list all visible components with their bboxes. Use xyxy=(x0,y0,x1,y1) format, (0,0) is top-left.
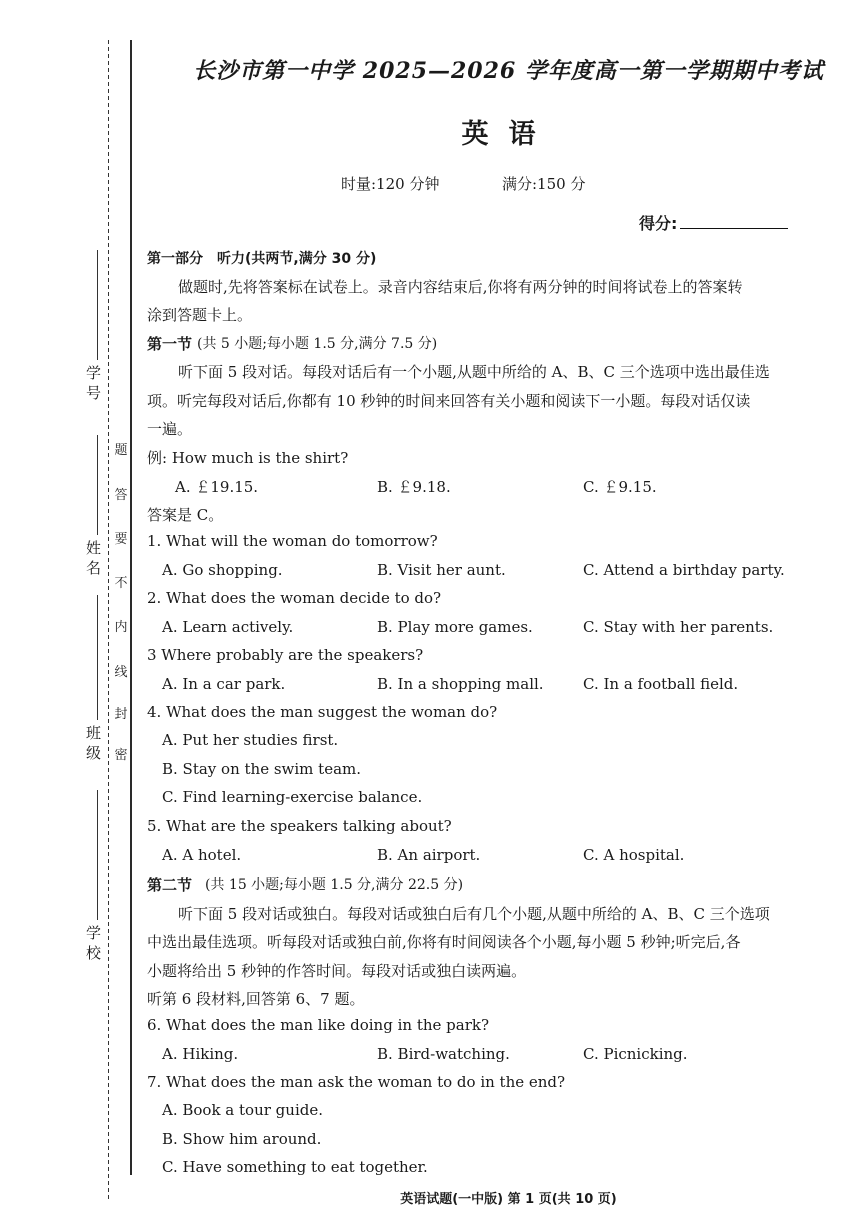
option-4c: C. Find learning-exercise balance. xyxy=(162,788,423,806)
class-label: 班 级 xyxy=(84,725,102,760)
time-limit: 时量:120 分钟 xyxy=(341,175,440,193)
option-5a: A. A hotel. xyxy=(162,846,242,864)
question-6: 6. What does the man like doing in the park? xyxy=(147,1016,489,1034)
section1-instructions: 一遍。 xyxy=(147,420,193,438)
seal-char: 题 xyxy=(114,443,128,458)
seal-char: 封 xyxy=(114,707,128,722)
section2-instructions: 小题将给出 5 秒钟的作答时间。每段对话或独白读两遍。 xyxy=(147,962,527,980)
option-1c: C. Attend a birthday party. xyxy=(583,561,785,579)
section1-heading: 第一节 xyxy=(147,335,193,353)
exam-title: 长沙市第一中学 2025—2026 学年度高一第一学期期中考试 xyxy=(193,58,824,84)
option-2c: C. Stay with her parents. xyxy=(583,618,774,636)
binding-dashed-line xyxy=(108,40,109,1200)
example-option-a: A. ￡19.15. xyxy=(175,478,259,496)
school-fill-line xyxy=(97,790,98,920)
option-4a: A. Put her studies first. xyxy=(162,731,339,749)
option-2b: B. Play more games. xyxy=(377,618,533,636)
option-6c: C. Picnicking. xyxy=(583,1045,688,1063)
section2-note: (共 15 小题;每小题 1.5 分,满分 22.5 分) xyxy=(205,877,464,893)
score-label: 得分: xyxy=(639,214,678,233)
score-fill-line xyxy=(680,228,788,229)
option-2a: A. Learn actively. xyxy=(162,618,294,636)
option-7a: A. Book a tour guide. xyxy=(162,1101,323,1119)
section2-heading: 第二节 xyxy=(147,876,193,894)
section2-instructions: 听下面 5 段对话或独白。每段对话或独白后有几个小题,从题中所给的 A、B、C 三个选项 xyxy=(178,905,770,923)
example-option-b: B. ￡9.18. xyxy=(377,478,451,496)
seal-char: 内 xyxy=(114,620,128,635)
section1-note: (共 5 小题;每小题 1.5 分,满分 7.5 分) xyxy=(197,336,438,352)
option-1a: A. Go shopping. xyxy=(162,561,283,579)
question-2: 2. What does the woman decide to do? xyxy=(147,589,442,607)
option-7c: C. Have something to eat together. xyxy=(162,1158,428,1176)
name-label: 姓 名 xyxy=(84,540,102,575)
question-1: 1. What will the woman do tomorrow? xyxy=(147,532,438,550)
full-score: 满分:150 分 xyxy=(502,175,586,193)
option-1b: B. Visit her aunt. xyxy=(377,561,506,579)
example-answer: 答案是 C。 xyxy=(147,506,224,524)
option-6a: A. Hiking. xyxy=(162,1045,239,1063)
example-question: 例: How much is the shirt? xyxy=(147,449,349,467)
question-3: 3 Where probably are the speakers? xyxy=(147,646,424,664)
example-option-c: C. ￡9.15. xyxy=(583,478,657,496)
school-label: 学 校 xyxy=(84,925,102,960)
seal-char: 答 xyxy=(114,488,128,503)
question-5: 5. What are the speakers talking about? xyxy=(147,817,452,835)
option-7b: B. Show him around. xyxy=(162,1130,322,1148)
option-3b: B. In a shopping mall. xyxy=(377,675,544,693)
binding-solid-line xyxy=(130,40,132,1175)
id-label: 学 号 xyxy=(84,365,102,400)
part1-heading: 第一部分 听力(共两节,满分 30 分) xyxy=(147,251,377,267)
option-3c: C. In a football field. xyxy=(583,675,739,693)
subject-title: 英语 xyxy=(461,119,556,150)
material-6-heading: 听第 6 段材料,回答第 6、7 题。 xyxy=(147,990,365,1008)
id-fill-line xyxy=(97,250,98,360)
seal-char: 不 xyxy=(114,576,128,591)
option-3a: A. In a car park. xyxy=(162,675,286,693)
question-7: 7. What does the man ask the woman to do in the end? xyxy=(147,1073,566,1091)
class-fill-line xyxy=(97,595,98,720)
section2-instructions: 中选出最佳选项。听每段对话或独白前,你将有时间阅读各个小题,每小题 5 秒钟;听完后,各 xyxy=(147,933,741,951)
option-5c: C. A hospital. xyxy=(583,846,685,864)
option-4b: B. Stay on the swim team. xyxy=(162,760,362,778)
part1-intro: 做题时,先将答案标在试卷上。录音内容结束后,你将有两分钟的时间将试卷上的答案转 xyxy=(178,278,743,296)
name-fill-line xyxy=(97,435,98,535)
seal-char: 密 xyxy=(114,748,128,763)
section1-instructions: 听下面 5 段对话。每段对话后有一个小题,从题中所给的 A、B、C 三个选项中选出最佳选 xyxy=(178,363,770,381)
part1-intro: 涂到答题卡上。 xyxy=(147,306,253,324)
seal-char: 线 xyxy=(114,665,128,680)
section1-instructions: 项。听完每段对话后,你都有 10 秒钟的时间来回答有关小题和阅读下一小题。每段对话仅读 xyxy=(147,392,751,410)
page-footer: 英语试题(一中版) 第 1 页(共 10 页) xyxy=(400,1192,617,1207)
seal-char: 要 xyxy=(114,532,128,547)
option-6b: B. Bird-watching. xyxy=(377,1045,510,1063)
option-5b: B. An airport. xyxy=(377,846,481,864)
question-4: 4. What does the man suggest the woman do? xyxy=(147,703,498,721)
